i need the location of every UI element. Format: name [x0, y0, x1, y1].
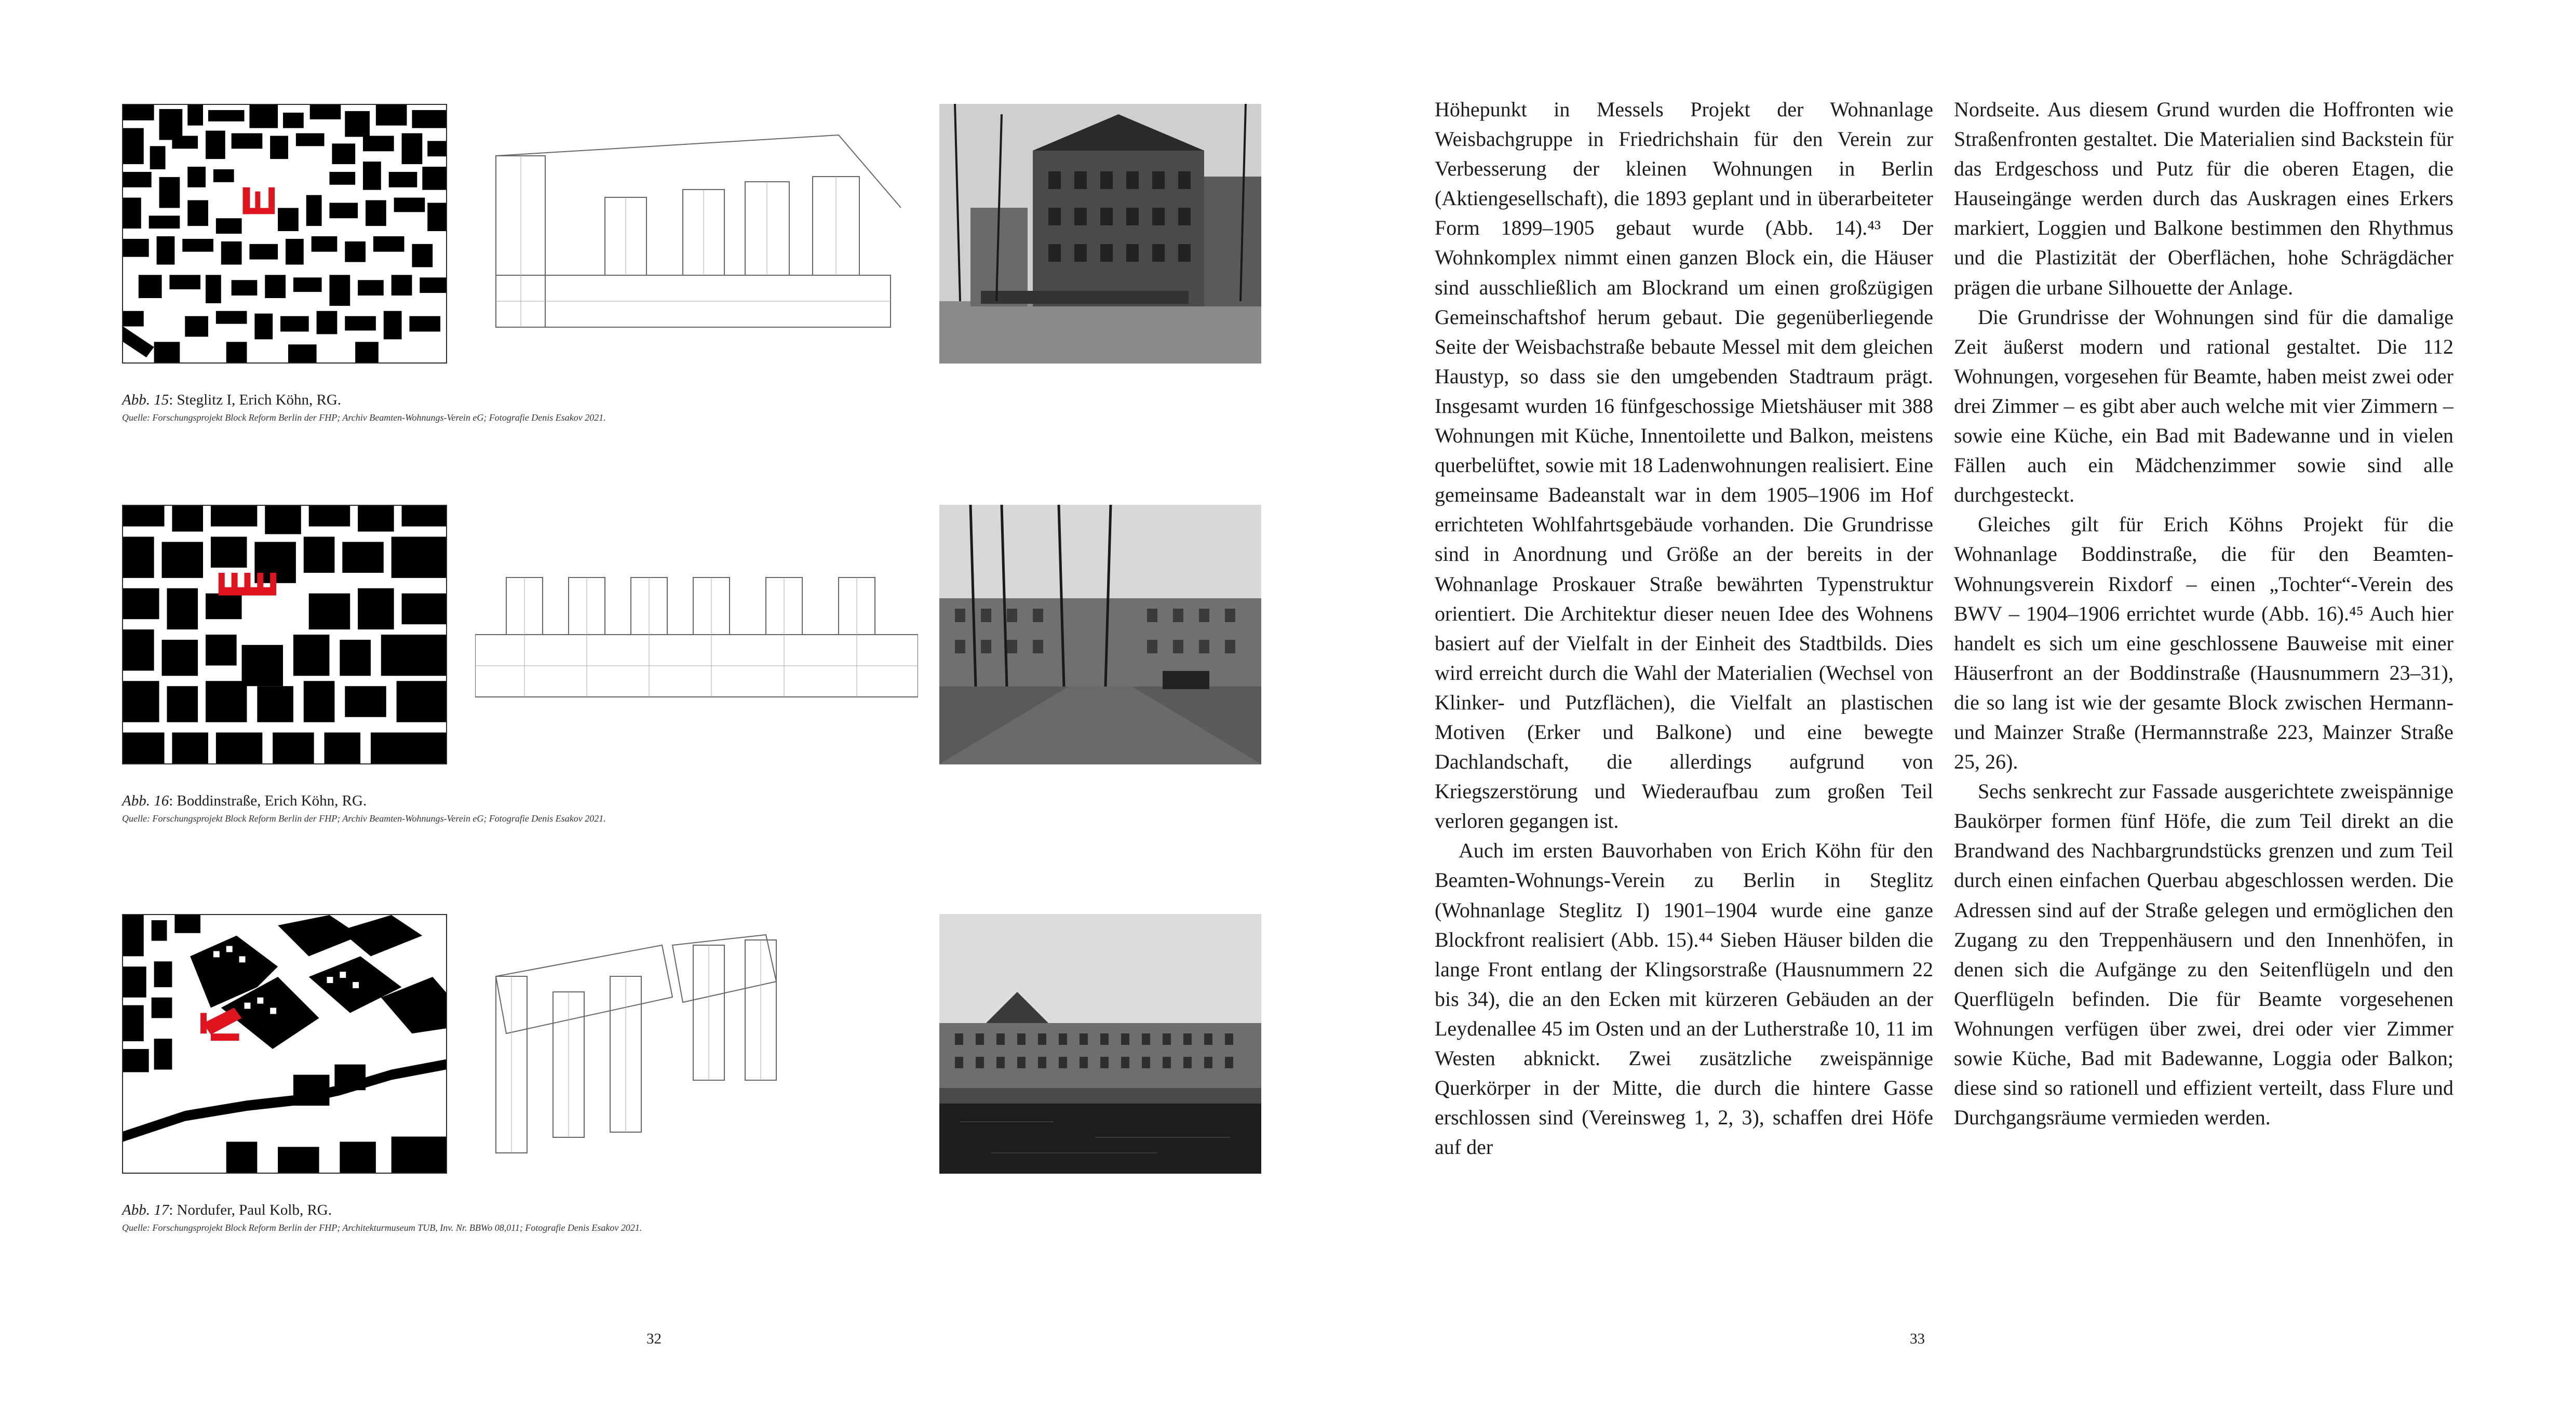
paragraph: Nordseite. Aus diesem Grund wurden die Hoffronten wie Straßenfronten gestaltet. Die Materialien sind Backstein für das Erdgeschoss und Putz für die oberen Etagen, die Hauseingänge werden durch das Auskragen eines Erkers markiert, Loggien und Balkone bestimmen den Rhythmus und die Plastizität der Oberflächen, hohe Schrägdächer prägen die urbane Silhouette der Anlage. [1954, 98, 2453, 299]
site-map-boddinstrasse [122, 505, 447, 764]
floor-plan-graphic [475, 104, 918, 364]
figure-title: : Steglitz I, Erich Köhn, RG. [169, 392, 342, 408]
photo-steglitz [939, 104, 1261, 364]
text-column-2 [1954, 95, 2453, 1132]
figure-label: Abb. 16 [122, 792, 169, 809]
figure-title: : Boddinstraße, Erich Köhn, RG. [169, 792, 367, 809]
page-number: 32 [646, 1331, 662, 1347]
figure-source: Quelle: Forschungsprojekt Block Reform Berlin der FHP; Archiv Beamten-Wohnungs-Verein eG; Fotografie Denis Esakov 2021. [122, 813, 606, 824]
site-map-graphic [123, 915, 446, 1173]
figure-source: Quelle: Forschungsprojekt Block Reform Berlin der FHP; Archiv Beamten-Wohnungs-Verein eG; Fotografie Denis Esakov 2021. [122, 412, 606, 423]
figure-source: Quelle: Forschungsprojekt Block Reform Berlin der FHP; Architekturmuseum TUB, Inv. Nr. BBWo 08,011; Fotografie Denis Esakov 2021. [122, 1222, 642, 1233]
paragraph: Sechs senkrecht zur Fassade ausgerichtete zweispännige Baukörper formen fünf Höfe, die zum Teil direkt an die Brandwand des Nachbargrundstücks grenzen und zum Teil durch einen einfachen Querbau abgeschlossen werden. Die Adressen sind auf der Straße gelegen und ermöglichen den Zugang zu den Treppenhäusern und den Innenhöfen, in denen sich die Aufgänge zu den Seitenflügeln und den Querflügeln befinden. Die für Beamte vorgesehenen Wohnungen verfügen über zwei, drei oder vier Zimmer sowie Küche, Bad mit Badewanne, Loggia oder Balkon; diese sind so rationell und effizient verteilt, dass Flure und Durchgangsräume vermieden werden. [1954, 780, 2453, 1130]
site-map-graphic [123, 506, 446, 763]
paragraph: Gleiches gilt für Erich Köhns Projekt für die Wohnanlage Boddinstraße, die für den Beamten-Wohnungsverein Rixdorf – einen „Tochter“-Verein des BWV – 1904–1906 errichtet wurde (Abb. 16).⁴⁵ Auch hier handelt es sich um eine geschlossene Bauweise mit einer Häuserfront an der Boddinstraße (Hausnummern 23–31), die so lang ist wie der gesamte Block zwischen Hermann- und Mainzer Straße (Hermannstraße 223, Mainzer Straße 25, 26). [1954, 513, 2453, 774]
paragraph: Die Grundrisse der Wohnungen sind für die damalige Zeit äußerst modern und rational gestaltet. Die 112 Wohnungen, vorgesehen für Beamte, haben meist zwei oder drei Zimmer – es gibt aber auch welche mit vier Zimmern – sowie eine Küche, ein Bad mit Badewanne und in vielen Fällen auch ein Mädchenzimmer sowie sind alle durchgesteckt. [1954, 305, 2453, 507]
figure-label: Abb. 17 [122, 1202, 169, 1218]
right-page [1288, 0, 2576, 1411]
paragraph: Höhepunkt in Messels Projekt der Wohnanlage Weisbachgruppe in Friedrichshain für den Verein zur Verbesserung der kleinen Wohnungen in Berlin (Aktiengesellschaft), die 1893 geplant und in überarbeiteter Form 1899–1905 gebaut wurde (Abb. 14).⁴³ Der Wohnkomplex nimmt einen ganzen Block ein, die Häuser sind ausschließlich am Blockrand um einen großzügigen Gemeinschaftshof herum gebaut. Die gegenüberliegende Seite der Weisbachstraße bebaute Messel mit dem gleichen Haustyp, so dass sie den umgebenden Stadtraum prägt. Insgesamt wurden 16 fünfgeschossige Mietshäuser mit 388 Wohnungen mit Küche, Innentoilette und Balkon, meistens querbelüftet, sowie mit 18 Ladenwohnungen realisiert. Eine gemeinsame Badeanstalt war in dem 1905–1906 im Hof errichteten Wohlfahrtsgebäude vorhanden. Die Grundrisse sind in Anordnung und Größe an der bereits in der Wohnanlage Proskauer Straße bewährten Typenstruktur orientiert. Die Architektur dieser neuen Idee des Wohnens basiert auf der Vielfalt in der Einheit des Stadtbilds. Dies wird erreicht durch die Wahl der Materialien (Wechsel von Klinker- und Putzflächen), die Vielfalt an plastischen Motiven (Erker und Balkone) und eine bewegte Dachlandschaft, die allerdings aufgrund von Kriegszerstörung und Wiederaufbau zum großen Teil verloren gegangen ist. [1435, 98, 1933, 833]
figure-caption [122, 1201, 1109, 1219]
floor-plan-graphic [475, 914, 918, 1174]
floor-plan-nordufer [475, 914, 918, 1174]
photo-graphic [939, 505, 1261, 764]
photo-graphic [939, 914, 1261, 1174]
figure-image-row [122, 914, 1140, 1174]
site-map-graphic [123, 105, 446, 362]
text-column-1 [1435, 95, 1933, 1162]
figure-caption [122, 391, 1109, 409]
floor-plan-boddinstrasse [475, 505, 918, 764]
photo-boddinstrasse [939, 505, 1261, 764]
page-number: 33 [1910, 1331, 1925, 1347]
floor-plan-steglitz [475, 104, 918, 364]
figure-caption [122, 791, 1109, 810]
photo-graphic [939, 104, 1261, 364]
paragraph: Auch im ersten Bauvorhaben von Erich Köhn für den Beamten-Wohnungs-Verein zu Berlin in Steglitz (Wohnanlage Steglitz I) 1901–1904 wurde eine ganze Blockfront realisiert (Abb. 15).⁴⁴ Sieben Häuser bilden die lange Front entlang der Klingsorstraße (Hausnummern 22 bis 34), die an den Ecken mit kürzeren Gebäuden an der Leydenallee 45 im Osten und an der Lutherstraße 10, 11 im Westen abknickt. Zwei zusätzliche zweispännige Querkörper in der Mitte, die durch die hintere Gasse erschlossen sind (Vereinsweg 1, 2, 3), schaffen drei Höfe auf der [1435, 839, 1933, 1159]
photo-nordufer [939, 914, 1261, 1174]
figure-image-row [122, 505, 1140, 764]
figure-label: Abb. 15 [122, 392, 169, 408]
site-map-steglitz [122, 104, 447, 364]
figure-image-row [122, 104, 1140, 364]
site-map-nordufer [122, 914, 447, 1174]
floor-plan-graphic [475, 505, 918, 764]
figure-title: : Nordufer, Paul Kolb, RG. [169, 1202, 332, 1218]
